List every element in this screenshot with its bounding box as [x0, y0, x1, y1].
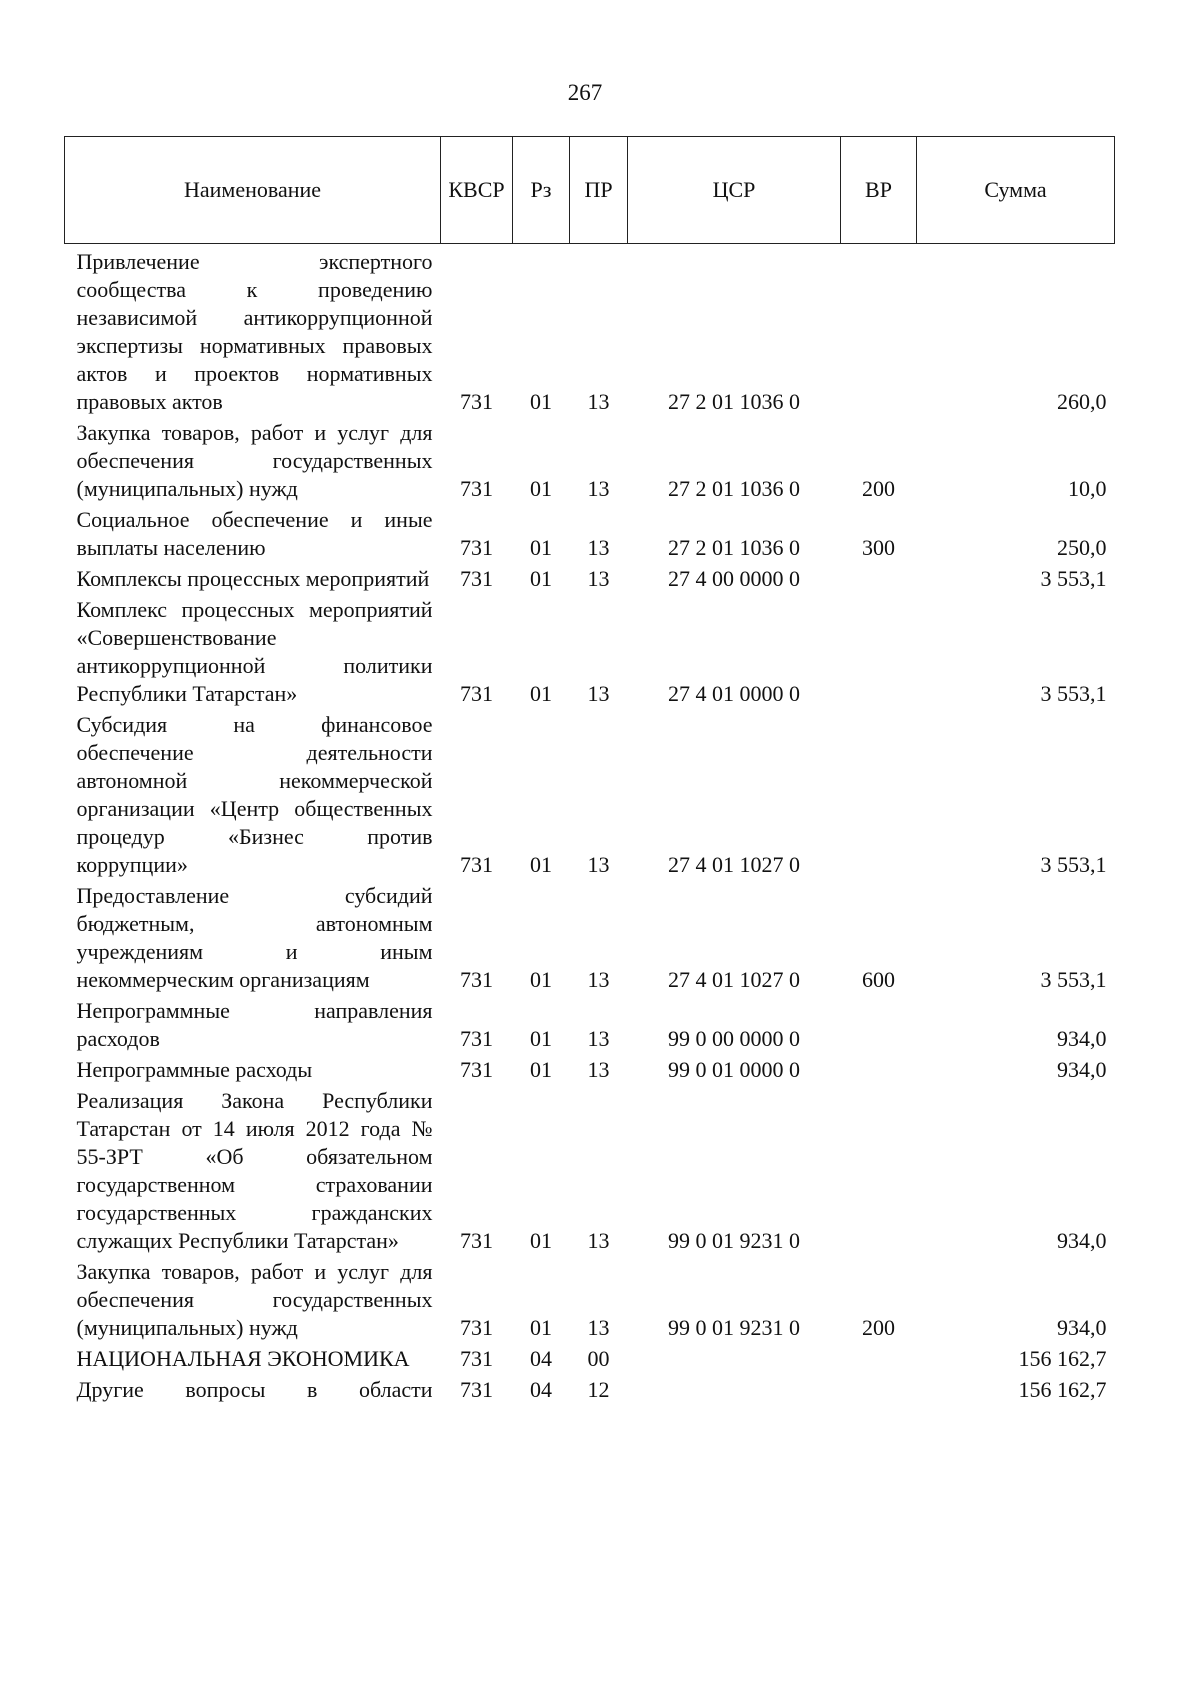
row-csr: 27 2 01 1036 0 [668, 535, 800, 560]
budget-table [64, 136, 1115, 1407]
table-row [65, 419, 1115, 506]
row-sum: 934,0 [1057, 1026, 1107, 1051]
header-csr: ЦСР [628, 137, 841, 244]
row-name: Закупка товаров, работ и услуг для обеспечения государственных (муниципальных) нужд [76, 420, 433, 501]
row-name: Субсидия на финансовое обеспечение деятельности автономной некоммерческой организации «Центр общественных процедур «Бизнес против коррупции» [76, 712, 433, 877]
header-rz: Рз [513, 137, 570, 244]
row-vr [841, 1056, 917, 1087]
row-csr: 27 4 00 0000 0 [668, 566, 800, 591]
row-rz: 04 [530, 1346, 552, 1371]
row-sum: 934,0 [1057, 1228, 1107, 1253]
row-pr: 12 [587, 1377, 610, 1402]
row-pr: 13 [587, 389, 610, 414]
row-csr: 99 0 01 9231 0 [668, 1315, 800, 1340]
row-name: Реализация Закона Республики Татарстан от 14 июля 2012 года № 55-ЗРТ «Об обязательном государственном страховании государственных гражданских служащих Республики Татарстан» [76, 1088, 433, 1253]
row-sum: 3 553,1 [1040, 566, 1107, 591]
row-sum: 156 162,7 [1018, 1346, 1107, 1371]
row-rz: 01 [530, 476, 552, 501]
row-sum: 260,0 [1057, 389, 1107, 414]
row-vr [841, 711, 917, 882]
header-name: Наименование [65, 137, 441, 244]
row-name: Непрограммные направления расходов [76, 998, 433, 1051]
row-rz: 04 [530, 1377, 552, 1402]
row-csr: 99 0 00 0000 0 [668, 1026, 800, 1051]
row-sum: 3 553,1 [1040, 852, 1107, 877]
table-row [65, 882, 1115, 997]
row-kvsr: 731 [460, 852, 493, 877]
row-rz: 01 [530, 681, 552, 706]
row-sum: 934,0 [1057, 1057, 1107, 1082]
row-name: Непрограммные расходы [76, 1057, 313, 1082]
row-csr: 27 2 01 1036 0 [668, 389, 800, 414]
row-kvsr: 731 [460, 476, 493, 501]
row-kvsr: 731 [460, 566, 493, 591]
row-rz: 01 [530, 852, 552, 877]
row-csr: 27 4 01 1027 0 [668, 967, 800, 992]
row-kvsr: 731 [460, 1057, 493, 1082]
row-name: Закупка товаров, работ и услуг для обеспечения государственных (муниципальных) нужд [76, 1259, 433, 1340]
page-number: 267 [567, 80, 603, 105]
header-vr: ВР [841, 137, 917, 244]
row-kvsr: 731 [460, 1228, 493, 1253]
row-pr: 13 [587, 1228, 610, 1253]
table-row [65, 244, 1115, 420]
row-csr: 27 2 01 1036 0 [668, 476, 800, 501]
row-vr [841, 244, 917, 420]
row-rz: 01 [530, 1315, 552, 1340]
row-pr: 13 [587, 852, 610, 877]
row-name: Комплексы процессных мероприятий [76, 566, 430, 591]
row-vr: 600 [862, 967, 895, 992]
row-vr [841, 997, 917, 1056]
row-name: Другие вопросы в области [76, 1377, 433, 1402]
table-body [65, 244, 1115, 1408]
row-name: Предоставление субсидий бюджетным, автономным учреждениям и иным некоммерческим организациям [76, 883, 433, 992]
row-csr [628, 1376, 841, 1407]
table-row [65, 711, 1115, 882]
row-vr [841, 1345, 917, 1376]
row-pr: 13 [587, 476, 610, 501]
table-row [65, 596, 1115, 711]
row-name: Комплекс процессных мероприятий «Совершенствование антикоррупционной политики Республики Татарстан» [76, 597, 433, 706]
row-sum: 3 553,1 [1040, 967, 1107, 992]
row-pr: 13 [587, 1026, 610, 1051]
header-pr: ПР [570, 137, 628, 244]
table-row [65, 1345, 1115, 1376]
table-row [65, 1056, 1115, 1087]
row-vr: 200 [862, 476, 895, 501]
row-sum: 156 162,7 [1018, 1377, 1107, 1402]
row-pr: 00 [587, 1346, 610, 1371]
row-csr: 27 4 01 1027 0 [668, 852, 800, 877]
row-kvsr: 731 [460, 967, 493, 992]
row-kvsr: 731 [460, 535, 493, 560]
row-csr: 99 0 01 0000 0 [668, 1057, 800, 1082]
row-kvsr: 731 [460, 1377, 493, 1402]
row-kvsr: 731 [460, 1346, 493, 1371]
row-vr: 200 [862, 1315, 895, 1340]
row-csr: 99 0 01 9231 0 [668, 1228, 800, 1253]
table-row [65, 1258, 1115, 1345]
table-row [65, 506, 1115, 565]
row-csr: 27 4 01 0000 0 [668, 681, 800, 706]
row-name: НАЦИОНАЛЬНАЯ ЭКОНОМИКА [76, 1346, 410, 1371]
row-pr: 13 [587, 681, 610, 706]
table-row [65, 565, 1115, 596]
row-kvsr: 731 [460, 389, 493, 414]
row-kvsr: 731 [460, 681, 493, 706]
row-rz: 01 [530, 1026, 552, 1051]
row-kvsr: 731 [460, 1315, 493, 1340]
table-row [65, 1087, 1115, 1258]
row-vr [841, 1376, 917, 1407]
row-pr: 13 [587, 1315, 610, 1340]
row-rz: 01 [530, 566, 552, 591]
row-sum: 250,0 [1057, 535, 1107, 560]
row-rz: 01 [530, 1057, 552, 1082]
row-kvsr: 731 [460, 1026, 493, 1051]
row-csr [628, 1345, 841, 1376]
row-pr: 13 [587, 566, 610, 591]
row-vr [841, 565, 917, 596]
header-sum: Сумма [917, 137, 1115, 244]
row-rz: 01 [530, 967, 552, 992]
row-sum: 10,0 [1068, 476, 1107, 501]
row-name: Привлечение экспертного сообщества к проведению независимой антикоррупционной экспертизы нормативных правовых актов и проектов нормативных правовых актов [76, 249, 433, 414]
row-vr [841, 596, 917, 711]
header-kvsr: КВСР [441, 137, 513, 244]
table-row [65, 997, 1115, 1056]
row-pr: 13 [587, 1057, 610, 1082]
row-rz: 01 [530, 1228, 552, 1253]
row-sum: 3 553,1 [1040, 681, 1107, 706]
row-pr: 13 [587, 535, 610, 560]
row-vr [841, 1087, 917, 1258]
row-pr: 13 [587, 967, 610, 992]
row-name: Социальное обеспечение и иные выплаты населению [76, 507, 433, 560]
row-vr: 300 [862, 535, 895, 560]
table-row [65, 1376, 1115, 1407]
table-header [65, 137, 1115, 244]
row-rz: 01 [530, 535, 552, 560]
row-sum: 934,0 [1057, 1315, 1107, 1340]
row-rz: 01 [530, 389, 552, 414]
